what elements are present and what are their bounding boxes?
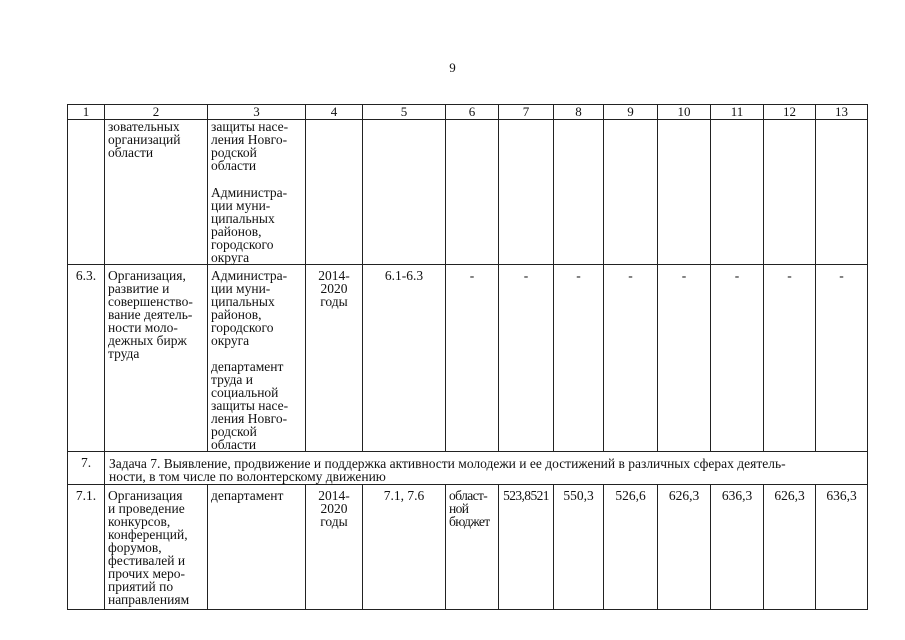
period: 2014- 2020 годы	[306, 485, 363, 610]
value-cell: -	[499, 265, 554, 452]
value-cell: -	[816, 265, 868, 452]
header-cell: 5	[363, 105, 446, 120]
cont-executors: защиты насе- ления Новго- родской области Администра- ции муни- ципальных районов, городского округа	[208, 120, 306, 265]
value-cell: 626,3	[764, 485, 816, 610]
cont-organization: зовательных организаций области	[105, 120, 208, 265]
value-cell: -	[764, 265, 816, 452]
header-cell: 13	[816, 105, 868, 120]
value-cell: 523,8521	[499, 485, 554, 610]
header-cell: 7	[499, 105, 554, 120]
header-cell: 10	[658, 105, 711, 120]
target-indicators: 6.1-6.3	[363, 265, 446, 452]
value-cell: 550,3	[554, 485, 604, 610]
header-cell: 2	[105, 105, 208, 120]
header-cell: 4	[306, 105, 363, 120]
column-number-header	[68, 105, 868, 120]
task-number: 7.	[68, 452, 105, 485]
header-cell: 6	[446, 105, 499, 120]
value-cell: -	[554, 265, 604, 452]
value-cell: 626,3	[658, 485, 711, 610]
table-row-7-1	[68, 485, 868, 610]
value-cell: -	[658, 265, 711, 452]
value-cell: -	[604, 265, 658, 452]
header-cell: 8	[554, 105, 604, 120]
period: 2014- 2020 годы	[306, 265, 363, 452]
activity-name: Организация и проведение конкурсов, конференций, форумов, фестивалей и прочих меро- приятий по направлениям	[105, 485, 208, 610]
task-title: Задача 7. Выявление, продвижение и поддержка активности молодежи и ее достижений в различных сферах деятель- ности, в том числе по волонтерскому движению	[105, 452, 868, 485]
funding-source: област- ной бюджет	[446, 485, 499, 610]
header-cell: 9	[604, 105, 658, 120]
header-cell: 1	[68, 105, 105, 120]
value-cell: 636,3	[816, 485, 868, 610]
row-number: 6.3.	[68, 265, 105, 452]
task-7-row	[68, 452, 868, 485]
page-number: 9	[449, 60, 456, 75]
executors: Администра- ции муни- ципальных районов, городского округа департамент труда и социальной защиты насе- ления Новго- родской области	[208, 265, 306, 452]
activity-name: Организация, развитие и совершенство- вание деятель- ности моло- дежных бирж труда	[105, 265, 208, 452]
header-cell: 11	[711, 105, 764, 120]
table-row-6-3	[68, 265, 868, 452]
row-number: 7.1.	[68, 485, 105, 610]
executors: департамент	[208, 485, 306, 610]
target-indicators: 7.1, 7.6	[363, 485, 446, 610]
value-cell: 636,3	[711, 485, 764, 610]
value-cell: -	[711, 265, 764, 452]
value-cell: -	[446, 265, 499, 452]
program-table	[67, 104, 868, 610]
value-cell: 526,6	[604, 485, 658, 610]
header-cell: 3	[208, 105, 306, 120]
table-row-continued	[68, 120, 868, 265]
header-cell: 12	[764, 105, 816, 120]
